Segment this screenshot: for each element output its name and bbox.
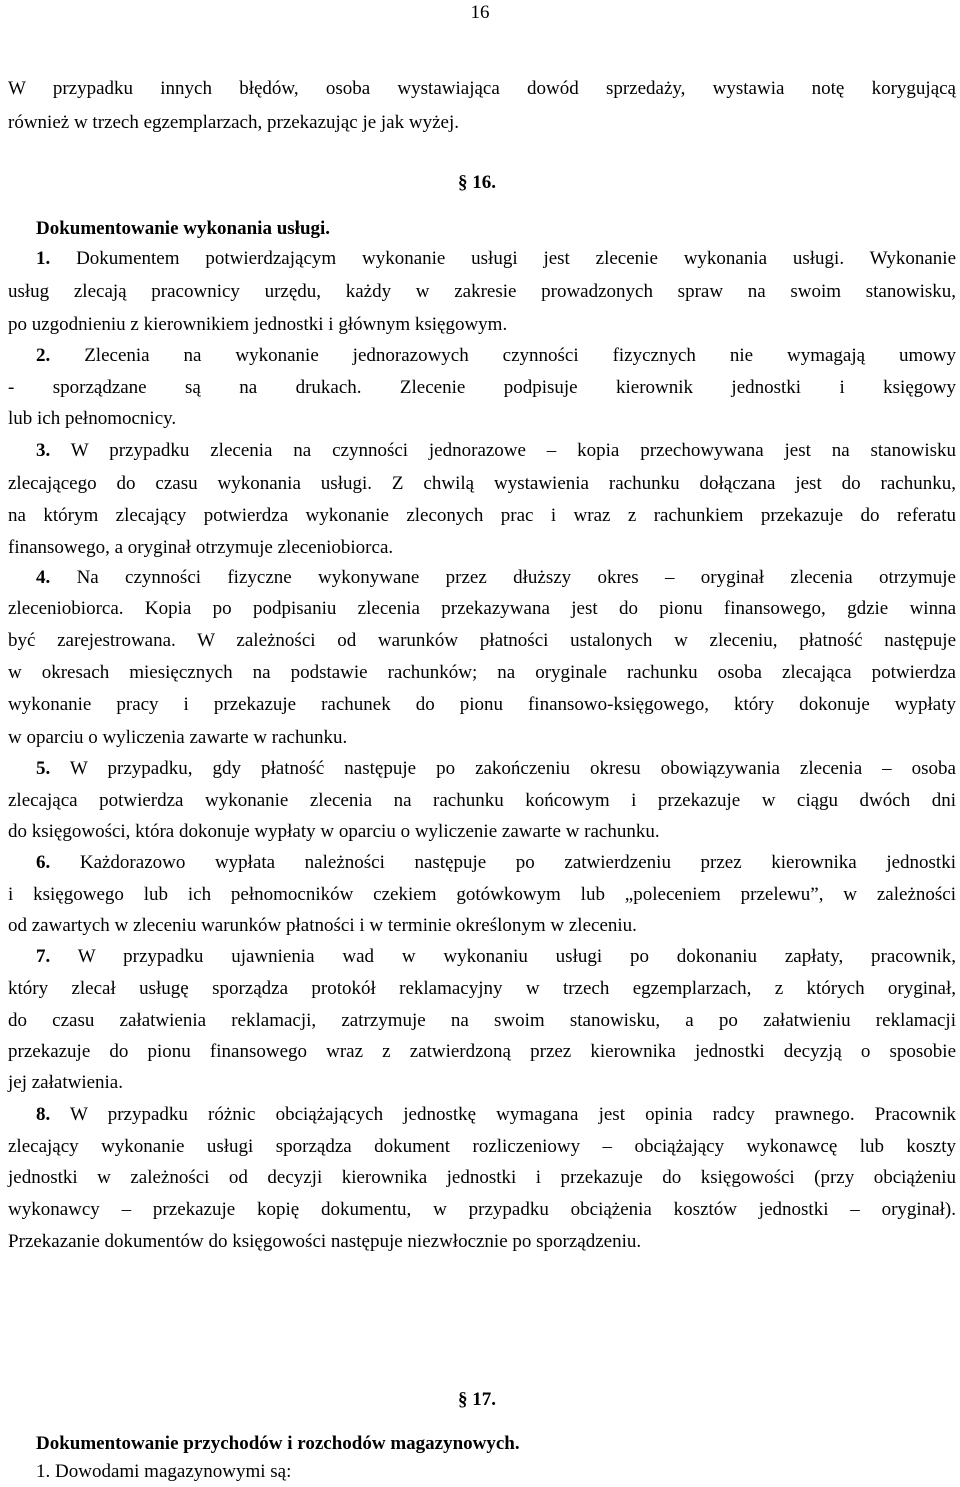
item-5-number: 5. xyxy=(36,758,51,779)
item-6-line-3: od zawartych w zleceniu warunków płatności i w terminie określonym w zleceniu. xyxy=(8,915,637,936)
intro-line-1: W przypadku innych błędów, osoba wystawiająca dowód sprzedaży, wystawia notę korygującą xyxy=(8,78,956,99)
section-17-item-1-text: Dowodami magazynowymi są: xyxy=(55,1461,292,1482)
item-2-line-3: lub ich pełnomocnicy. xyxy=(8,408,177,429)
section-16-symbol: § 16. xyxy=(458,172,496,193)
item-4-text: Na czynności fizyczne wykonywane przez dłuższy okres – oryginał zlecenia otrzymuje xyxy=(76,567,956,588)
item-5-line-3: do księgowości, która dokonuje wypłaty w oparciu o wyliczenie zawarte w rachunku. xyxy=(8,821,660,842)
item-3-line-4: finansowego, a oryginał otrzymuje zleceniobiorca. xyxy=(8,537,394,558)
item-1-line-1 xyxy=(36,248,956,270)
section-17-symbol: § 17. xyxy=(458,1389,496,1410)
item-1-text: Dokumentem potwierdzającym wykonanie usługi jest zlecenie wykonania usługi. Wykonanie xyxy=(76,248,957,269)
section-17-item-1 xyxy=(36,1461,291,1483)
item-7-number: 7. xyxy=(36,946,51,967)
item-4-line-2: zleceniobiorca. Kopia po podpisaniu zlecenia przekazywana jest do pionu finansowego, gdzie winna xyxy=(8,598,956,619)
section-17-title: Dokumentowanie przychodów i rozchodów magazynowych. xyxy=(36,1433,520,1454)
item-7-line-3: do czasu załatwienia reklamacji, zatrzymuje na swoim stanowisku, a po załatwieniu reklamacji xyxy=(8,1010,956,1031)
item-4-line-1 xyxy=(36,567,956,589)
section-17-item-1-number: 1. xyxy=(36,1461,51,1482)
item-8-text: W przypadku różnic obciążających jednostkę wymagana jest opinia radcy prawnego. Pracownik xyxy=(70,1104,956,1125)
item-4-line-3: być zarejestrowana. W zależności od warunków płatności ustalonych w zleceniu, płatność następuje xyxy=(8,630,956,651)
item-2-text: Zlecenia na wykonanie jednorazowych czynności fizycznych nie wymagają umowy xyxy=(84,345,957,366)
item-2-line-2: - sporządzane są na drukach. Zlecenie podpisuje kierownik jednostki i księgowy xyxy=(8,377,956,398)
item-4-line-4: w okresach miesięcznych na podstawie rachunków; na oryginale rachunku osoba zlecająca potwierdza xyxy=(8,662,956,683)
intro-line-2: również w trzech egzemplarzach, przekazując je jak wyżej. xyxy=(8,112,459,133)
item-7-line-1 xyxy=(36,946,956,968)
item-8-line-4: wykonawcy – przekazuje kopię dokumentu, w przypadku obciążenia kosztów jednostki – oryginał). xyxy=(8,1199,956,1220)
item-4-number: 4. xyxy=(36,567,51,588)
item-8-line-2: zlecający wykonanie usługi sporządza dokument rozliczeniowy – obciążający wykonawcę lub koszty xyxy=(8,1136,956,1157)
item-6-line-2: i księgowego lub ich pełnomocników czekiem gotówkowym lub „poleceniem przelewu”, w zależności xyxy=(8,884,956,905)
item-6-line-1 xyxy=(36,852,956,874)
page-number: 16 xyxy=(470,2,490,23)
item-7-text: W przypadku ujawnienia wad w wykonaniu usługi po dokonaniu zapłaty, pracownik, xyxy=(77,946,956,967)
item-8-line-1 xyxy=(36,1104,956,1126)
item-1-number: 1. xyxy=(36,248,51,269)
item-2-number: 2. xyxy=(36,345,51,366)
section-16-title: Dokumentowanie wykonania usługi. xyxy=(36,218,331,239)
item-7-line-5: jej załatwienia. xyxy=(8,1072,123,1093)
item-8-number: 8. xyxy=(36,1104,51,1125)
item-5-line-1 xyxy=(36,758,956,780)
item-5-line-2: zlecająca potwierdza wykonanie zlecenia na rachunku końcowym i przekazuje w ciągu dwóch dni xyxy=(8,790,956,811)
item-8-line-3: jednostki w zależności od decyzji kierownika jednostki i przekazuje do księgowości (przy obciążeniu xyxy=(8,1167,956,1188)
item-3-text: W przypadku zlecenia na czynności jednorazowe – kopia przechowywana jest na stanowisku xyxy=(70,440,956,461)
item-5-text: W przypadku, gdy płatność następuje po zakończeniu okresu obowiązywania zlecenia – osoba xyxy=(69,758,956,779)
item-3-number: 3. xyxy=(36,440,51,461)
item-4-line-5: wykonanie pracy i przekazuje rachunek do pionu finansowo-księgowego, który dokonuje wypłaty xyxy=(8,694,956,715)
item-3-line-3: na którym zlecający potwierdza wykonanie zleconych prac i wraz z rachunkiem przekazuje do referatu xyxy=(8,505,956,526)
item-3-line-1 xyxy=(36,440,956,462)
item-1-line-3: po uzgodnieniu z kierownikiem jednostki i głównym księgowym. xyxy=(8,314,508,335)
item-3-line-2: zlecającego do czasu wykonania usługi. Z chwilą wystawienia rachunku dołączana jest do rachunku, xyxy=(8,473,956,494)
item-4-line-6: w oparciu o wyliczenia zawarte w rachunku. xyxy=(8,727,348,748)
item-2-line-1 xyxy=(36,345,956,367)
item-7-line-4: przekazuje do pionu finansowego wraz z zatwierdzoną przez kierownika jednostki decyzją o sposobie xyxy=(8,1041,956,1062)
item-6-number: 6. xyxy=(36,852,51,873)
item-8-line-5: Przekazanie dokumentów do księgowości następuje niezwłocznie po sporządzeniu. xyxy=(8,1231,642,1252)
item-6-text: Każdorazowo wypłata należności następuje po zatwierdzeniu przez kierownika jednostki xyxy=(79,852,956,873)
item-1-line-2: usług zlecają pracownicy urzędu, każdy w zakresie prowadzonych spraw na swoim stanowisku, xyxy=(8,281,956,302)
item-7-line-2: który zlecał usługę sporządza protokół reklamacyjny w trzech egzemplarzach, z których oryginał, xyxy=(8,978,956,999)
